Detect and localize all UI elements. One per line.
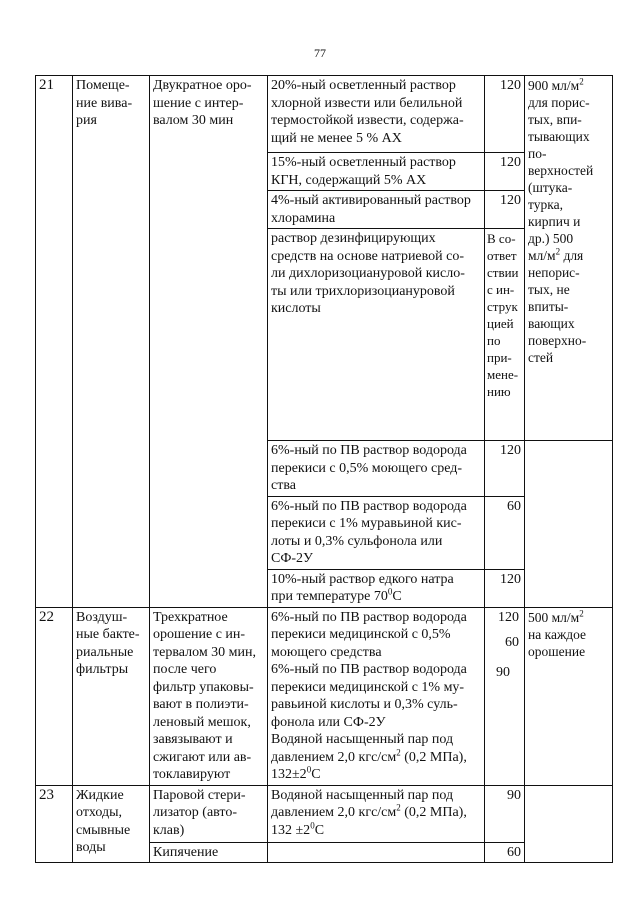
mode-cell: Паровой стери- лизатор (авто- клав) (150, 785, 268, 842)
agent-text-a: Водяной насыщенный пар под давлением 2,0 кгс/см (271, 787, 454, 820)
agent-cell (268, 569, 485, 607)
object-cell: Жидкие отходы, смывные воды (73, 785, 150, 863)
row-number: 22 (36, 607, 73, 785)
agent-sup-2: 0 (310, 819, 315, 830)
norm-sup-b: 2 (555, 246, 561, 257)
agent-text-b: С (392, 589, 402, 604)
time-cell: В со- ответ ствии с ин- струк цией по при- мене- нию (485, 229, 525, 441)
time-cell: 120 (485, 441, 525, 497)
table-row-21 (36, 76, 613, 153)
norm-text-a: 900 мл/м (528, 78, 580, 93)
agent-cell-empty (268, 842, 485, 863)
agent-2: 6%-ный по ПВ раствор водорода перекиси медицинской с 1% му- равьиной кислоты и 0,3% суль- фонола или СФ-2У (271, 662, 467, 730)
time-cell: 60 (485, 496, 525, 569)
row-number: 21 (36, 76, 73, 608)
norm-cell-empty (525, 785, 613, 863)
row-number: 23 (36, 785, 73, 863)
agent-cell: 4%-ный активированный раствор хлорамина (268, 191, 485, 229)
agent-sup: 0 (387, 586, 393, 597)
agent-cell (268, 607, 485, 785)
page-number: 77 (314, 46, 326, 60)
object-cell: Воздуш- ные бакте- риальные фильтры (73, 607, 150, 785)
agent-text-c: С (314, 822, 325, 838)
agent-3-text-a: Водяной насыщенный пар под давлением 2,0 кгс/см (271, 732, 454, 765)
agent-3 (271, 731, 481, 784)
norm-cell-empty (525, 441, 613, 608)
norm-cell (525, 76, 613, 441)
norm-sup: 2 (579, 608, 584, 618)
norm-text-b: на каждое орошение (528, 626, 587, 659)
agent-text-b: (0,2 МПа), 132 ±2 (271, 805, 467, 838)
agent-cell: 6%-ный по ПВ раствор водорода перекиси с 0,5% моющего сред- ства (268, 441, 485, 497)
time-1: 120 (498, 609, 519, 625)
time-cell: 120 (485, 76, 525, 153)
norm-cell (525, 607, 613, 785)
time-cell: 120 (485, 569, 525, 607)
agent-3-text-b: (0,2 МПа), 132±2 (271, 749, 467, 782)
agent-cell (268, 785, 485, 842)
table-row-22 (36, 607, 613, 785)
norm-text-a: 500 мл/м (528, 609, 580, 625)
table-row-23 (36, 785, 613, 842)
agent-3-sup-1: 2 (396, 746, 401, 757)
mode-cell: Кипячение (150, 842, 268, 863)
norm-text-c: для непорис- тых, не впиты- вающих поверхно- стей (528, 248, 587, 365)
mode-cell: Двукратное оро- шение с интер- валом 30 мин (150, 76, 268, 608)
agent-cell: 15%-ный осветленный раствор КГН, содержащий 5% АХ (268, 153, 485, 191)
time-cell: 60 (485, 842, 525, 863)
time-cell: 90 (485, 785, 525, 842)
norm-text-b: для порис- тых, впи- тывающих по- верхностей (штука- турка, кирпич и др.) 500 мл/м (528, 95, 594, 263)
object-cell: Помеще- ние вива- рия (73, 76, 150, 608)
time-2: 60 (505, 635, 519, 650)
disinfection-table (35, 75, 613, 863)
agent-sup-1: 2 (396, 802, 401, 813)
time-3: 90 (496, 664, 510, 680)
agent-cell: 20%-ный осветленный раствор хлорной извести или белильной термостойкой извести, содержа- щий не менее 5 % АХ (268, 76, 485, 153)
agent-text-a: 10%-ный раствор едкого натра при температуре 70 (271, 571, 454, 604)
agent-cell: 6%-ный по ПВ раствор водорода перекиси с 1% муравьиной кис- лоты и 0,3% сульфонола или СФ-2У (268, 496, 485, 569)
time-cell (485, 607, 525, 785)
norm-sup-a: 2 (579, 76, 584, 87)
mode-cell: Трехкратное орошение с ин- тервалом 30 мин, после чего фильтр упаковы- вают в полиэти- леновый мешок, завязывают и сжигают или ав- токлавируют (150, 607, 268, 785)
agent-3-text-c: С (311, 767, 321, 782)
agent-cell: раствор дезинфицирующих средств на основе натриевой со- ли дихлоризоциануровой кисло- ты или трихлоризоциануровой кислоты (268, 229, 485, 441)
agent-1: 6%-ный по ПВ раствор водорода перекиси медицинской с 0,5% моющего средства (271, 609, 467, 660)
time-cell: 120 (485, 191, 525, 229)
agent-3-sup-2: 0 (306, 764, 312, 775)
time-cell: 120 (485, 153, 525, 191)
